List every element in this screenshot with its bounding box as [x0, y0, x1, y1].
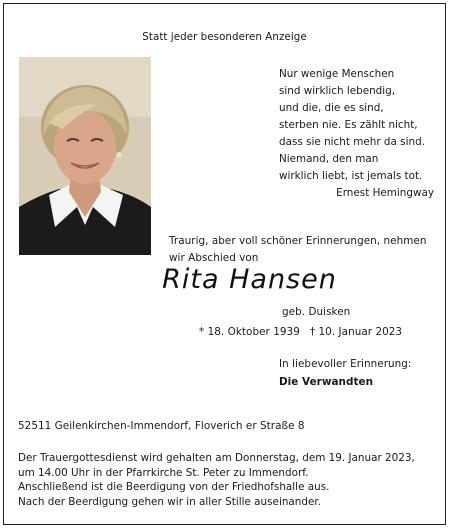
life-dates: * 18. Oktober 1939 † 10. Januar 2023 — [199, 326, 403, 338]
portrait-photo-icon — [19, 57, 151, 255]
intro-line: wir Abschied von — [169, 252, 259, 264]
notice-line: Der Trauergottesdienst wird gehalten am Donnerstag, dem 19. Januar 2023, — [18, 452, 415, 464]
quote-author: Ernest Hemingway — [336, 187, 434, 199]
quote-line: und die, die es sind, — [279, 102, 384, 114]
funeral-notice — [18, 451, 415, 509]
quote-line: sterben nie. Es zählt nicht, — [279, 119, 418, 131]
intro-text — [169, 233, 426, 267]
quote-line: sind wirklich lebendig, — [279, 85, 396, 97]
quote-line: dass sie nicht mehr da sind. — [279, 136, 425, 148]
quote-line: Nur wenige Menschen — [279, 68, 395, 80]
obituary-frame — [3, 3, 446, 525]
quote-block — [279, 66, 434, 202]
address: 52511 Geilenkirchen-Immendorf, Floverich er Straße 8 — [18, 420, 305, 432]
notice-line: um 14.00 Uhr in der Pfarrkirche St. Peter zu Immendorf. — [18, 466, 309, 479]
memory-line: In liebevoller Erinnerung: — [279, 358, 412, 370]
deceased-name: Rita Hansen — [162, 264, 337, 295]
quote-line: wirklich liebt, ist jemals tot. — [279, 170, 423, 182]
notice-line: Anschließend ist die Beerdigung von der Friedhofshalle aus. — [18, 481, 330, 494]
intro-line: Traurig, aber voll schöner Erinnerungen, nehmen — [169, 235, 427, 247]
portrait-photo — [19, 57, 151, 255]
headline: Statt jeder besonderen Anzeige — [142, 31, 307, 43]
notice-line: Nach der Beerdigung gehen wir in aller Stille auseinander. — [18, 495, 321, 508]
birth-name: geb. Duisken — [282, 306, 351, 318]
quote-line: Niemand, den man — [279, 153, 379, 165]
signed-by: Die Verwandten — [279, 376, 374, 388]
